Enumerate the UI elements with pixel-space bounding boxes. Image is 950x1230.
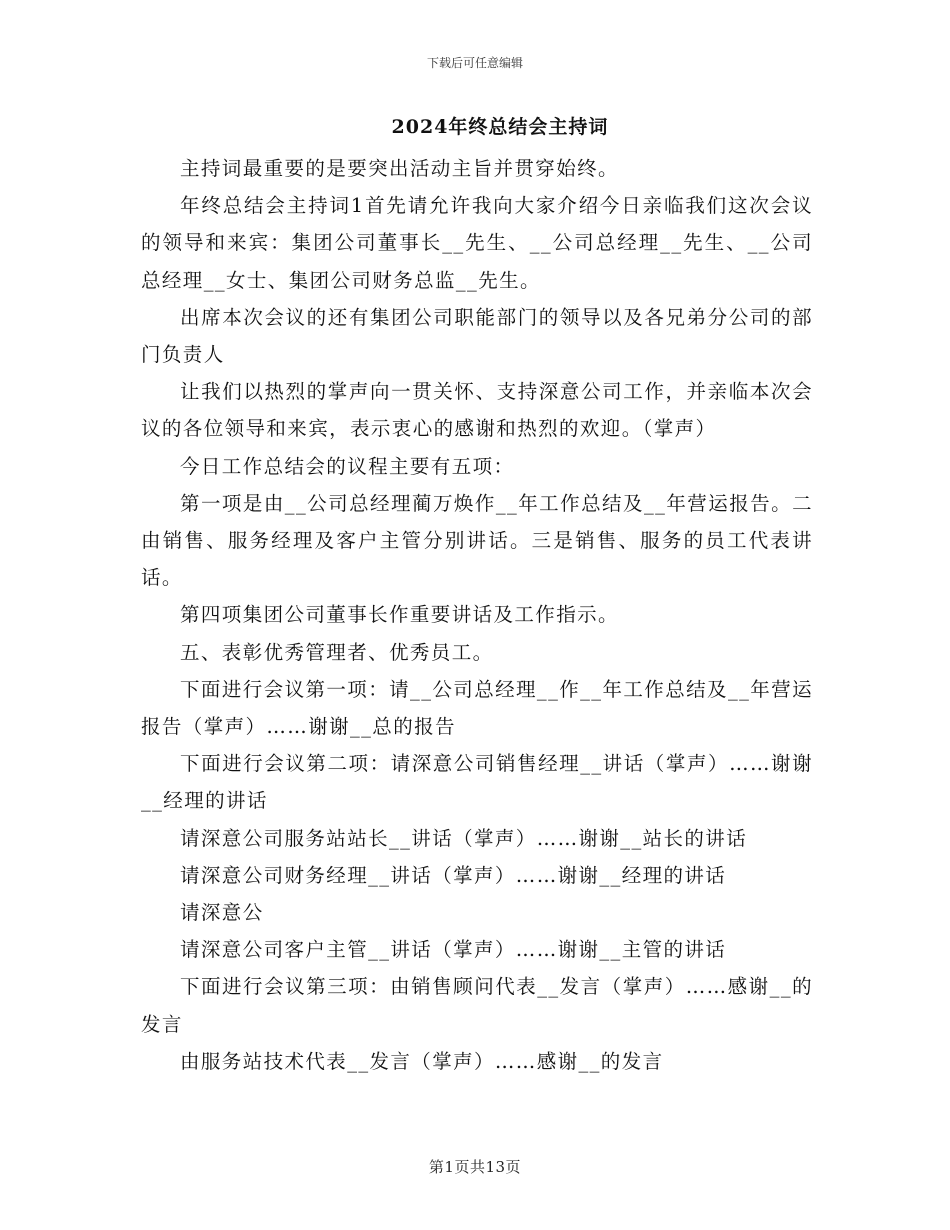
- paragraph: 下面进行会议第三项：由销售顾问代表__发言（掌声）……感谢__的发言: [141, 975, 813, 1036]
- paragraph: 请深意公: [180, 901, 264, 925]
- page-footer: 第1页共13页: [428, 1158, 522, 1176]
- paragraph: 年终总结会主持词1首先请允许我向大家介绍今日亲临我们这次会议的领导和来宾：集团公司董事长__先生、__公司总经理__先生、__公司总经理__女士、集团公司财务总监__先生。: [141, 194, 813, 292]
- paragraph: 由服务站技术代表__发言（掌声）……感谢__的发言: [180, 1049, 664, 1073]
- paragraph: 请深意公司服务站站长__讲话（掌声）……谢谢__站长的讲话: [180, 826, 748, 850]
- paragraph: 出席本次会议的还有集团公司职能部门的领导以及各兄弟分公司的部门负责人: [141, 305, 813, 367]
- paragraph: 主持词最重要的是要突出活动主旨并贯穿始终。: [180, 157, 619, 180]
- paragraph: 请深意公司财务经理__讲话（掌声）……谢谢__经理的讲话: [180, 863, 727, 887]
- paragraph: 五、表彰优秀管理者、优秀员工。: [180, 640, 494, 664]
- paragraph: 第四项集团公司董事长作重要讲话及工作指示。: [180, 603, 619, 627]
- paragraph: 下面进行会议第一项：请__公司总经理__作__年工作总结及__年营运报告（掌声）……谢谢__总的报告: [141, 677, 813, 739]
- paragraph: 今日工作总结会的议程主要有五项：: [180, 454, 515, 478]
- document-body: [141, 150, 813, 1080]
- paragraph: 第一项是由__公司总经理蔺万焕作__年工作总结及__年营运报告。二由销售、服务经理及客户主管分别讲话。三是销售、服务的员工代表讲话。: [141, 491, 813, 590]
- page-header: 下载后可任意编辑: [426, 56, 523, 70]
- document-title: 2024年终总结会主持词: [391, 116, 609, 138]
- paragraph: 请深意公司客户主管__讲话（掌声）……谢谢__主管的讲话: [180, 938, 727, 962]
- paragraph: 下面进行会议第二项：请深意公司销售经理__讲话（掌声）……谢谢__经理的讲话: [141, 752, 813, 813]
- paragraph: 让我们以热烈的掌声向一贯关怀、支持深意公司工作，并亲临本次会议的各位领导和来宾，表示衷心的感谢和热烈的欢迎。（掌声）: [141, 380, 813, 441]
